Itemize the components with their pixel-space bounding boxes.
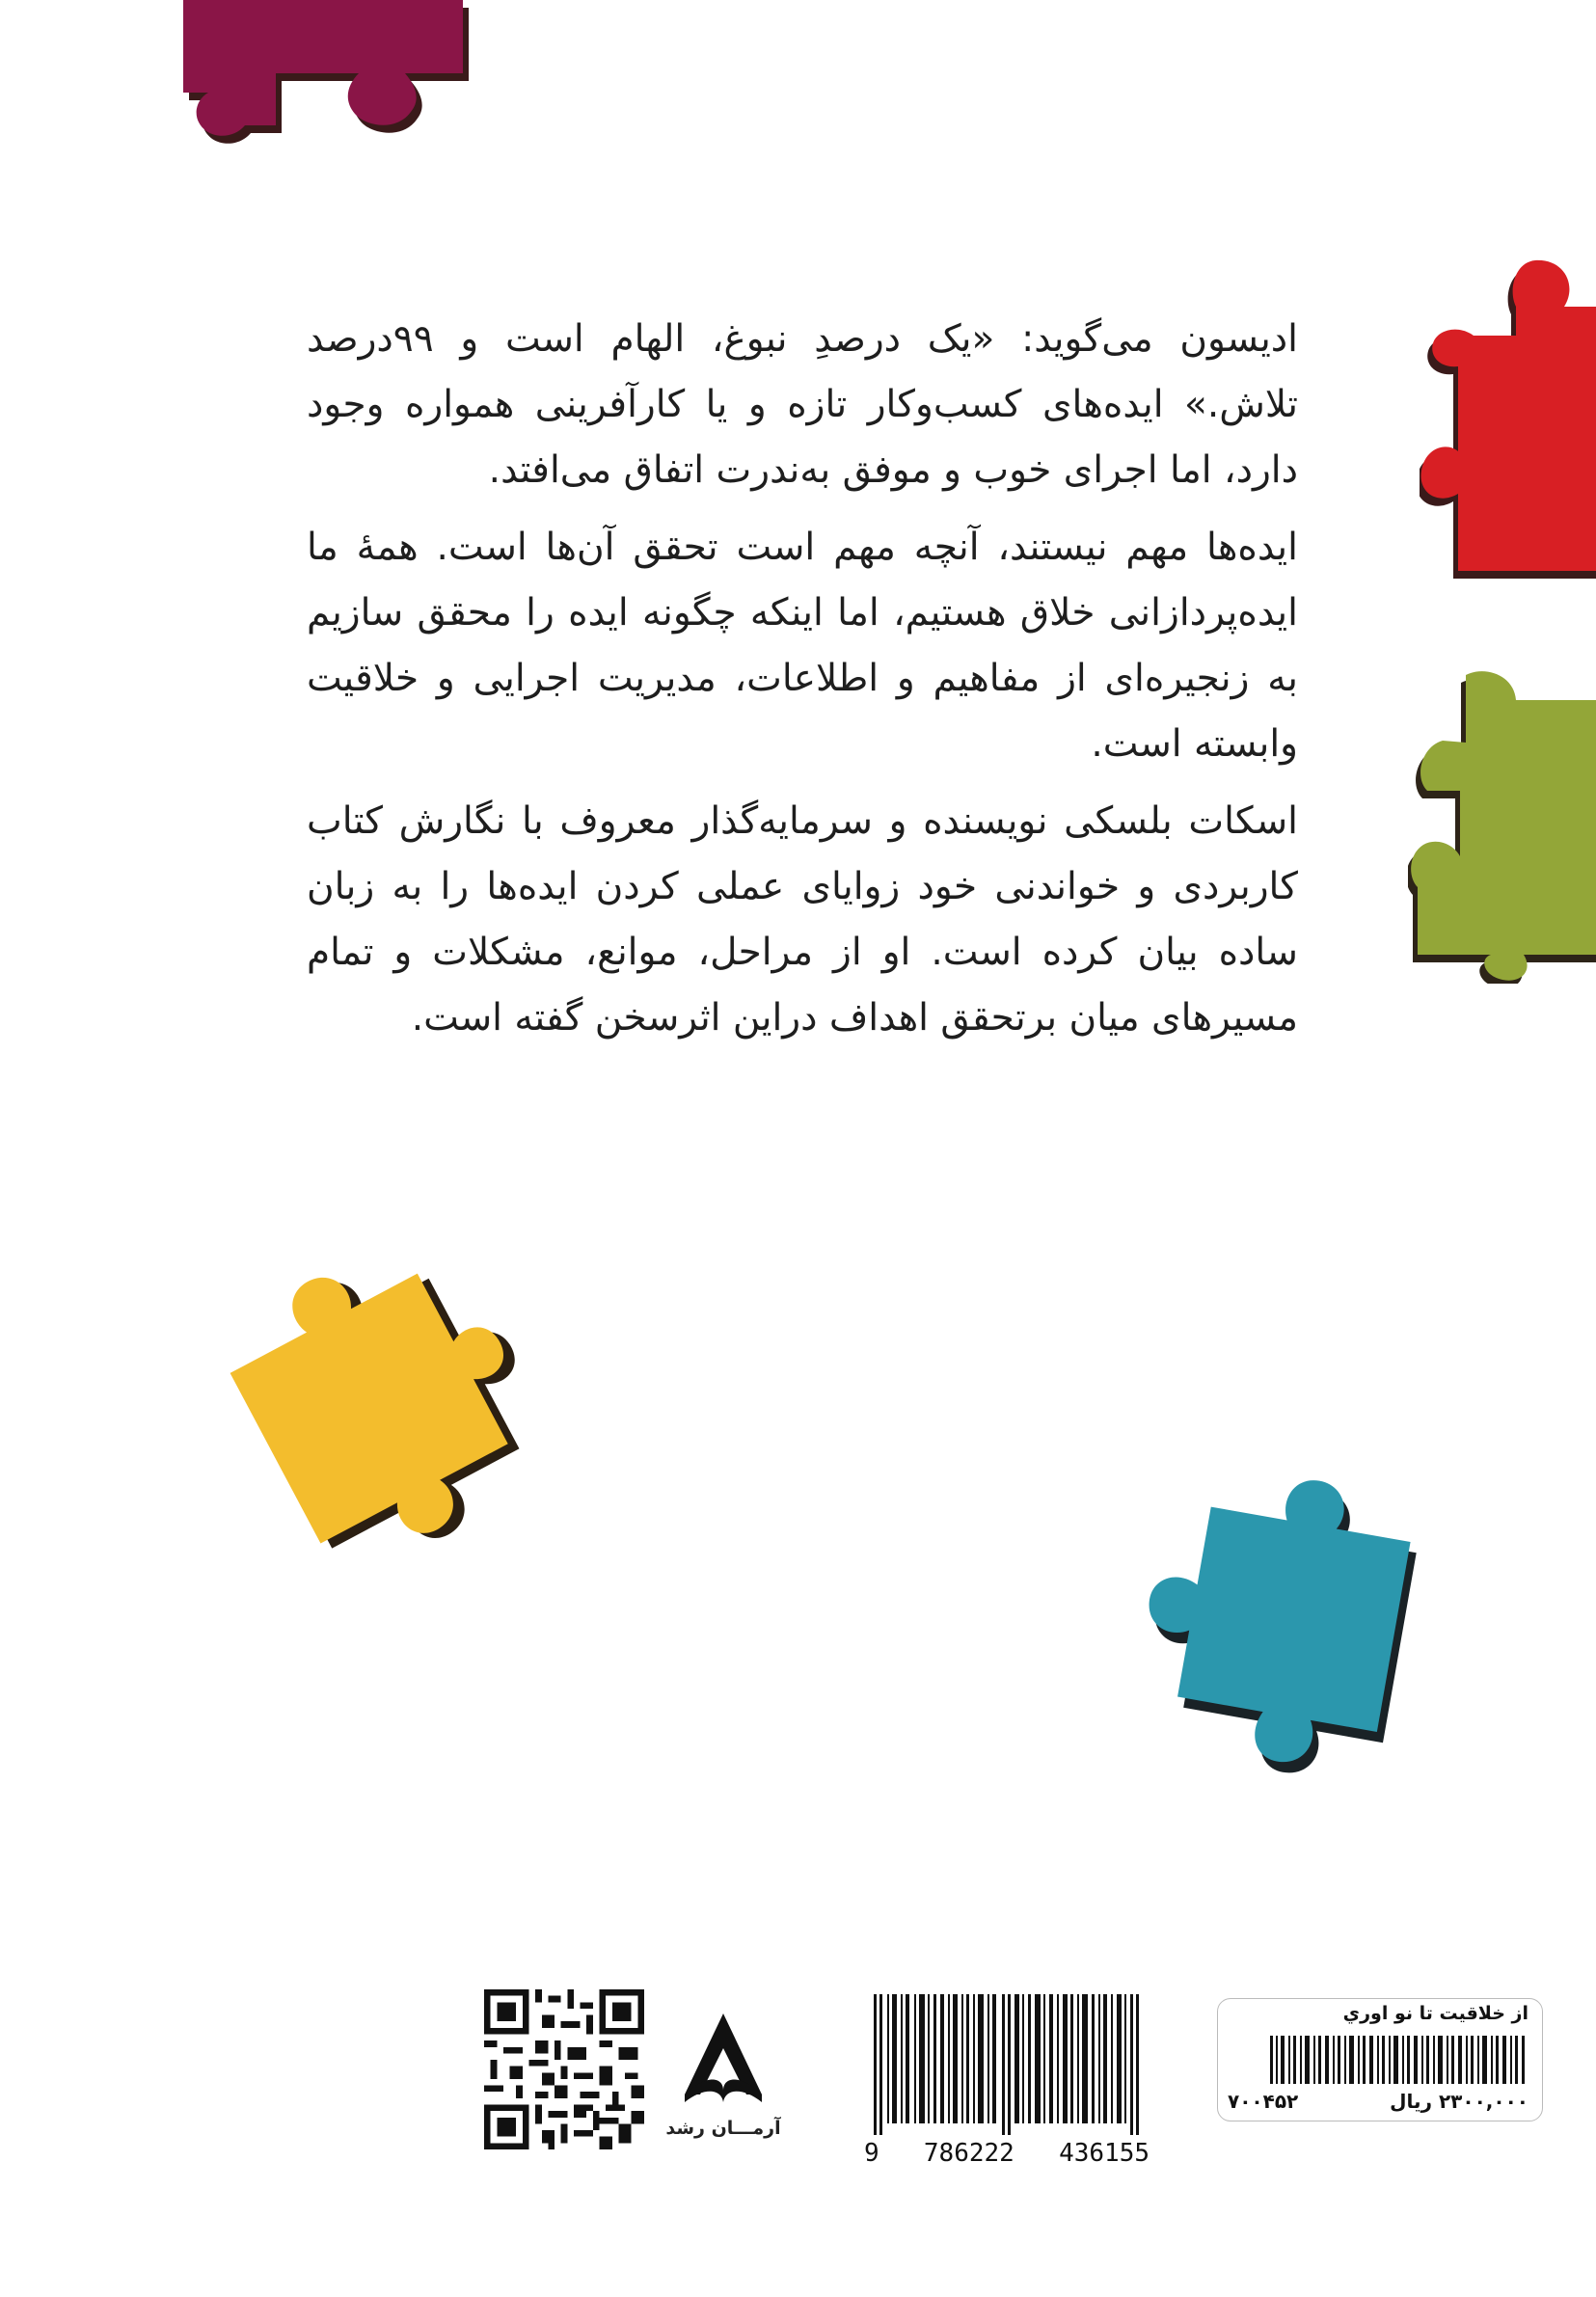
isbn-lead-digit: 9 [864,2139,879,2168]
isbn-left-group: 786222 [923,2139,1014,2168]
sticker-code: ۷۰۰۴۵۲ [1228,2090,1299,2113]
puzzle-piece-yellow [188,1254,555,1572]
sticker-book-title: از خلاقيت تا نو اوري [1342,2003,1528,2024]
puzzle-piece-blue [1123,1446,1471,1813]
blurb-paragraph-3: اسکات بلسکی نویسنده و سرمایه‌گذار معروف با نگارش کتاب کاربردی و خواندنی خود زوایای عملی کردن ایده‌ها را به زبان ساده بیان کرده است. او از مراحل، موانع، مشکلات و تمام مسیرهای میان برتحقق اهداف دراین اثرسخن گفته است. [307,799,1298,1040]
qr-code-icon [484,1989,644,2149]
barcode-icon [1270,2036,1527,2084]
isbn-right-group: 436155 [1059,2139,1150,2168]
publisher-name: آرمـــان رشد [665,2118,781,2139]
puzzle-piece-icon [1125,1455,1418,1777]
blurb-paragraph-1: ادیسون می‌گوید: «یک درصدِ نبوغ، الهام است و ۹۹درصد تلاش.» ایده‌های کسب‌وکار تازه و یا کارآفرینی همواره وجود دارد، اما اجرای خوب و موفق به‌ندرت اتفاق می‌افتد. [307,317,1298,492]
isbn-number [864,2139,1150,2168]
puzzle-piece-red [1420,253,1596,600]
blurb-paragraph-2: ایده‌ها مهم نیستند، آنچه مهم است تحقق آن‌ها است. همهٔ ما ایده‌پردازانی خلاق هستیم، اما اینکه چگونه ایده را محقق سازیم به زنجیره‌ای از مفاهیم و اطلاعات، مدیریت اجرایی و خلاقیت وابسته است. [307,526,1298,766]
sticker-price: ۲۳۰۰,۰۰۰ ريال [1390,2090,1528,2113]
barcode-icon [864,1994,1150,2135]
price-sticker [1217,1998,1543,2121]
puzzle-piece-icon [209,1254,555,1572]
isbn-barcode [864,1994,1150,2168]
puzzle-piece-green [1408,665,1596,984]
publisher-logo [665,1994,781,2139]
puzzle-piece-icon [183,0,463,136]
puzzle-piece-icon [1421,260,1596,571]
puzzle-piece-icon [1411,671,1596,981]
back-cover-blurb [307,307,1298,1063]
puzzle-piece-purple [164,0,492,154]
publisher-logo-icon [665,1994,781,2108]
